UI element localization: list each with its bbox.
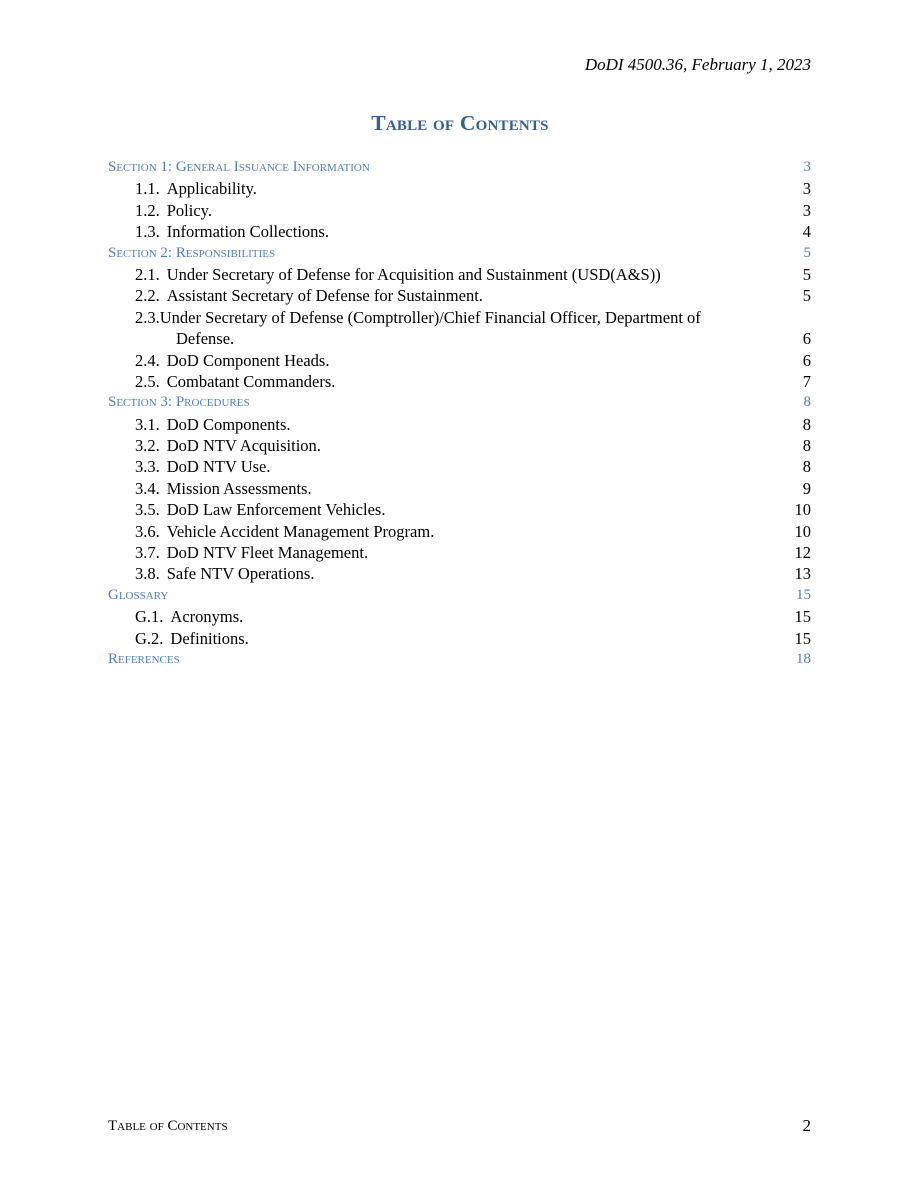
toc-entry-label: DoD Component Heads. — [166, 350, 330, 370]
toc-page-number: 10 — [794, 500, 811, 520]
toc-page-number: 5 — [802, 264, 811, 284]
toc-entry-number: 2.1. — [135, 264, 160, 284]
toc-entry-label: Policy. — [166, 200, 212, 220]
toc-entry-label: DoD Law Enforcement Vehicles. — [166, 500, 386, 520]
toc-page-number: 8 — [802, 457, 811, 477]
toc-entry-3-5[interactable] — [108, 499, 811, 520]
toc-page-number: 5 — [802, 286, 811, 306]
toc-entry-3-3[interactable] — [108, 456, 811, 477]
toc-page-number: 18 — [796, 650, 811, 667]
toc-page-number: 13 — [794, 564, 811, 584]
table-of-contents — [108, 157, 811, 670]
toc-entry-3-8[interactable] — [108, 563, 811, 584]
toc-entry-label: Combatant Commanders. — [166, 371, 336, 391]
toc-entry-g-2[interactable] — [108, 628, 811, 649]
toc-page-number: 7 — [802, 371, 811, 391]
toc-page-number: 10 — [794, 521, 811, 541]
toc-entry-1-3[interactable] — [108, 221, 811, 242]
toc-entry-3-1[interactable] — [108, 414, 811, 435]
toc-page-number: 15 — [794, 607, 811, 627]
toc-entry-label: Mission Assessments. — [166, 478, 312, 498]
toc-entry-label: Information Collections. — [166, 222, 329, 242]
toc-page-number: 6 — [802, 350, 811, 370]
toc-entry-label: DoD NTV Acquisition. — [166, 436, 321, 456]
toc-section-label: Section 3: Procedures — [108, 394, 250, 411]
toc-entry-g-1[interactable] — [108, 606, 811, 627]
toc-entry-label: Definitions. — [170, 628, 249, 648]
toc-entry-3-2[interactable] — [108, 435, 811, 456]
toc-entry-3-6[interactable] — [108, 521, 811, 542]
toc-entry-2-5[interactable] — [108, 371, 811, 392]
toc-entry-label: Defense. — [176, 329, 235, 349]
toc-entry-number: 3.5. — [135, 500, 160, 520]
toc-entry-label: DoD Components. — [166, 414, 291, 434]
toc-entry-label: Applicability. — [166, 179, 257, 199]
toc-page-number: 15 — [796, 586, 811, 603]
toc-section-1[interactable] — [108, 157, 811, 178]
toc-section-3[interactable] — [108, 392, 811, 413]
toc-page-number: 6 — [802, 329, 811, 349]
toc-entry-number: 1.1. — [135, 179, 160, 199]
toc-entry-number: 3.7. — [135, 543, 160, 563]
toc-section-label: Glossary — [108, 586, 169, 603]
toc-entry-label: Safe NTV Operations. — [166, 564, 315, 584]
toc-entry-label: DoD NTV Use. — [166, 457, 271, 477]
toc-entry-number: 2.5. — [135, 371, 160, 391]
toc-section-references[interactable] — [108, 649, 811, 670]
running-footer-section: Table of Contents — [108, 1118, 228, 1134]
toc-entry-3-7[interactable] — [108, 542, 811, 563]
toc-entry-2-3-continued[interactable] — [108, 328, 811, 349]
toc-page-number: 8 — [802, 414, 811, 434]
toc-section-label: Section 2: Responsibilities — [108, 244, 276, 261]
toc-entry-number: 3.8. — [135, 564, 160, 584]
toc-entry-2-1[interactable] — [108, 264, 811, 285]
toc-page-number: 12 — [794, 543, 811, 563]
toc-entry-label: Vehicle Accident Management Program. — [166, 521, 435, 541]
toc-entry-number: G.1. — [135, 607, 164, 627]
toc-page-number: 15 — [794, 628, 811, 648]
toc-entry-label: DoD NTV Fleet Management. — [166, 543, 369, 563]
toc-entry-1-2[interactable] — [108, 200, 811, 221]
toc-page-number: 8 — [802, 436, 811, 456]
toc-page-number: 4 — [802, 222, 811, 242]
toc-page-number: 8 — [803, 394, 811, 411]
page-number: 2 — [802, 1116, 811, 1135]
toc-section-label: Section 1: General Issuance Information — [108, 159, 370, 175]
toc-section-glossary[interactable] — [108, 585, 811, 606]
toc-page-number: 9 — [802, 478, 811, 498]
toc-entry-number: G.2. — [135, 628, 164, 648]
toc-entry-1-1[interactable] — [108, 178, 811, 199]
toc-entry-2-3[interactable] — [108, 307, 811, 328]
toc-entry-number: 3.3. — [135, 457, 160, 477]
toc-page-number: 3 — [802, 200, 811, 220]
toc-entry-number: 3.1. — [135, 414, 160, 434]
toc-entry-label: Assistant Secretary of Defense for Sustainment. — [166, 286, 483, 306]
toc-entry-number: 1.2. — [135, 200, 160, 220]
toc-entry-3-4[interactable] — [108, 478, 811, 499]
toc-entry-2-4[interactable] — [108, 350, 811, 371]
page-title: Table of Contents — [371, 111, 549, 135]
toc-page-number: 3 — [803, 159, 811, 175]
toc-entry-2-2[interactable] — [108, 285, 811, 306]
running-header: DoDI 4500.36, February 1, 2023 — [584, 55, 811, 74]
toc-section-2[interactable] — [108, 243, 811, 264]
toc-entry-label: Under Secretary of Defense (Comptroller)/Chief Financial Officer, Department of — [159, 307, 701, 327]
toc-entry-number: 2.2. — [135, 286, 160, 306]
toc-entry-number: 3.2. — [135, 436, 160, 456]
toc-entry-number: 2.3. — [135, 307, 160, 327]
toc-page-number: 5 — [803, 244, 811, 261]
toc-section-label: References — [108, 650, 180, 667]
toc-entry-number: 3.6. — [135, 521, 160, 541]
toc-entry-number: 2.4. — [135, 350, 160, 370]
toc-entry-number: 1.3. — [135, 222, 160, 242]
toc-entry-label: Under Secretary of Defense for Acquisition and Sustainment (USD(A&S)) — [166, 264, 661, 284]
toc-entry-label: Acronyms. — [170, 607, 244, 627]
toc-page-number: 3 — [802, 179, 811, 199]
toc-entry-number: 3.4. — [135, 478, 160, 498]
